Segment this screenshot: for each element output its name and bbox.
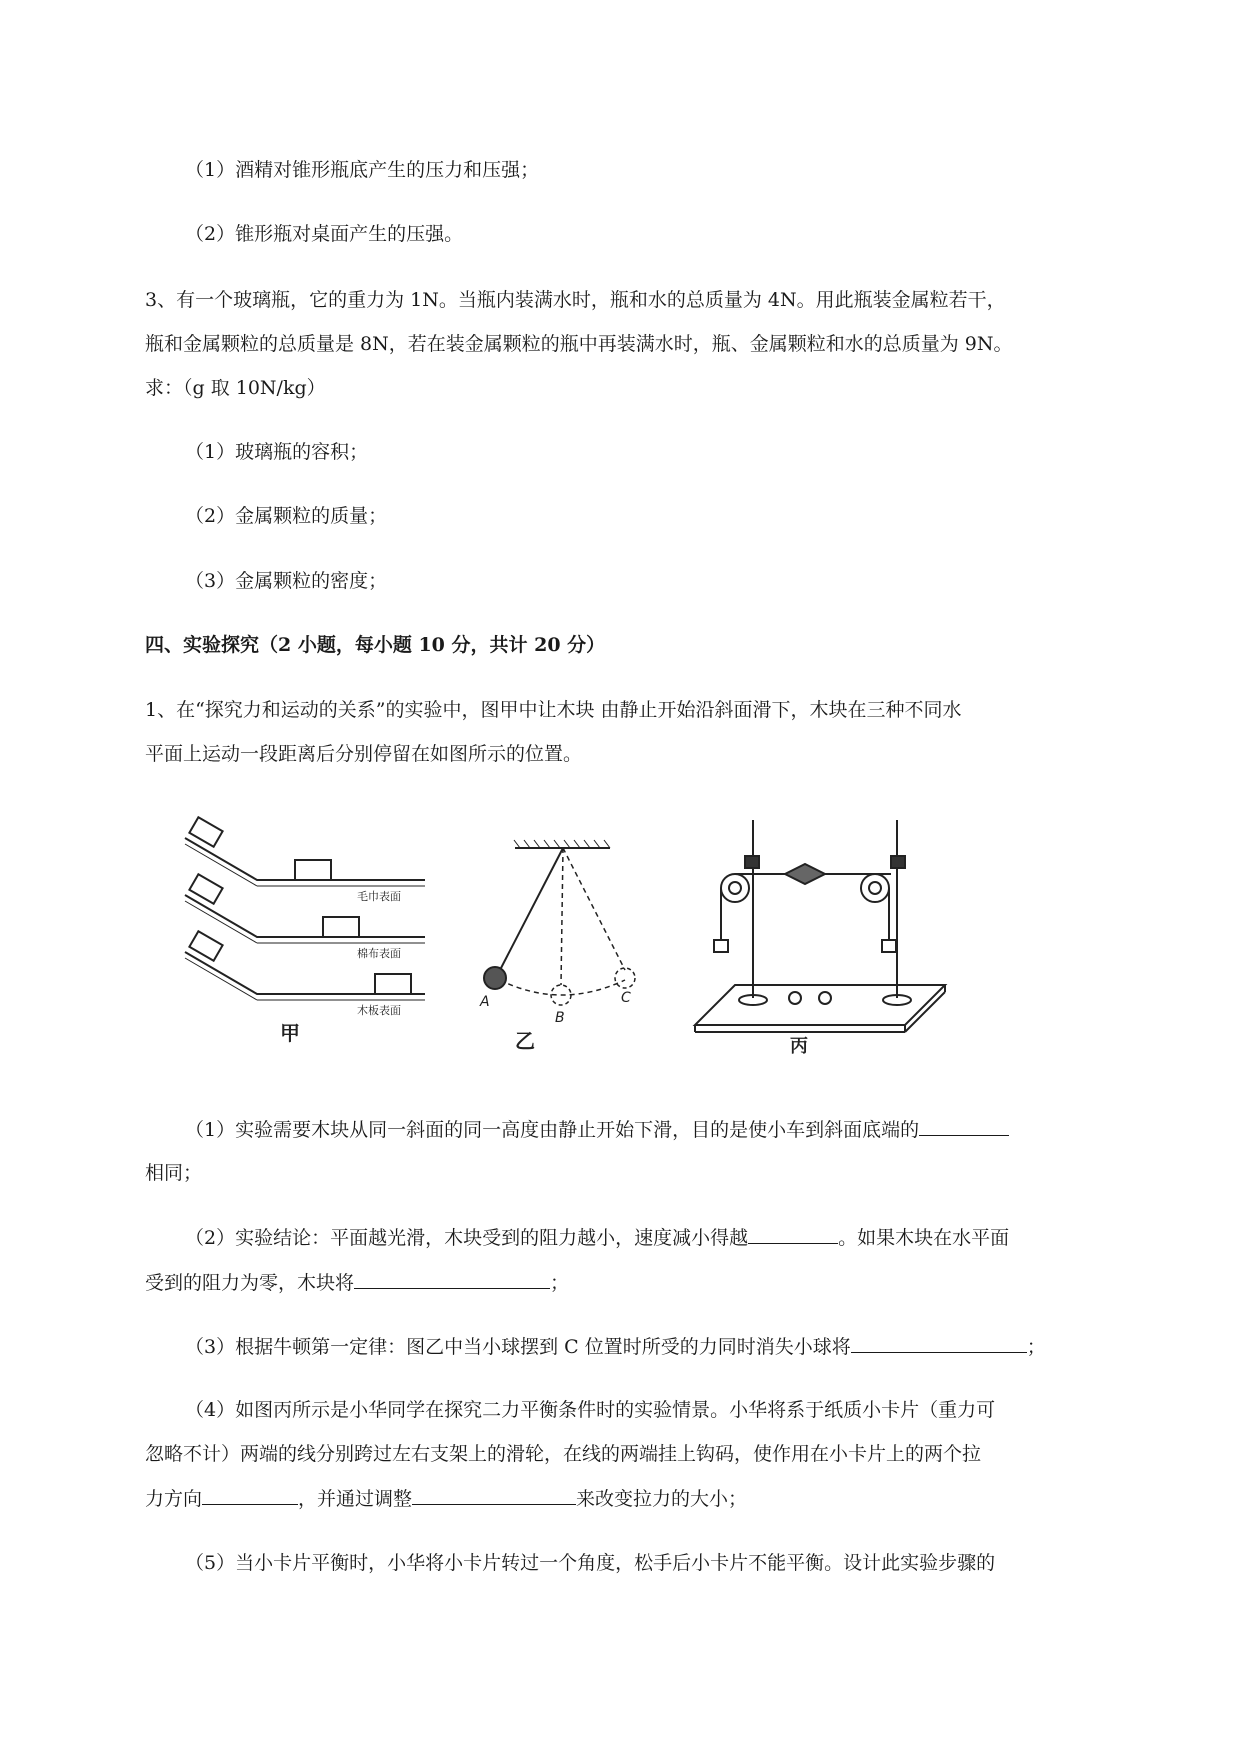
subq-3-text-end: ； [1026,1336,1046,1358]
experiment-figure [175,800,1075,1060]
e1-subq-5: （5）当小卡片平衡时，小华将小卡片转过一个角度，松手后小卡片不能平衡。设计此实验步骤的 [185,1552,996,1574]
q2-part-1: （1）酒精对锥形瓶底产生的压力和压强； [185,159,540,181]
q3-part-2: （2）金属颗粒的质量； [185,505,388,527]
surface-cotton-label: 棉布表面 [357,947,401,960]
q3-text-line-1: 3、有一个玻璃瓶，它的重力为 1N。当瓶内装满水时，瓶和水的总质量为 4N。用此瓶装金属粒若干， [145,289,1006,311]
subq-1-text: （1）实验需要木块从同一斜面的同一高度由静止开始下滑，目的是使小车到斜面底端的 [185,1119,920,1141]
surface-wood-label: 木板表面 [357,1004,401,1017]
e1-subq-1-line-2: 相同； [145,1162,203,1184]
e1-subq-2-line-2 [145,1270,569,1295]
subq-2-text-2: 受到的阻力为零，木块将 [145,1272,355,1294]
figure-bing [695,820,945,1032]
answer-blank[interactable] [919,1117,1009,1136]
subq-3-text: （3）根据牛顿第一定律：图乙中当小球摆到 C 位置时所受的力同时消失小球将 [185,1336,851,1358]
q3-part-3: （3）金属颗粒的密度； [185,570,388,592]
e1-text-line-2: 平面上运动一段距离后分别停留在如图所示的位置。 [145,743,583,765]
subq-4-text-mid: ，并通过调整 [298,1488,413,1510]
e1-text-line-1: 1、在“探究力和运动的关系”的实验中，图甲中让木块 由静止开始沿斜面滑下，木块在三种不同水 [145,699,962,721]
subq-2-text-2-end: ； [550,1272,570,1294]
figure-jia [185,817,425,1000]
figure-yi [484,840,635,1005]
e1-subq-3 [185,1334,1046,1359]
section-4-heading: 四、实验探究（2 小题，每小题 10 分，共计 20 分） [145,634,606,656]
label-yi: 乙 [515,1029,535,1053]
q3-part-1: （1）玻璃瓶的容积； [185,441,369,463]
label-bing: 丙 [790,1036,808,1057]
subq-2-text-end: 。如果木块在水平面 [838,1227,1010,1249]
q2-part-2: （2）锥形瓶对桌面产生的压强。 [185,223,464,245]
answer-blank[interactable] [202,1486,298,1505]
label-jia: 甲 [280,1021,300,1045]
answer-blank[interactable] [412,1486,576,1505]
answer-blank[interactable] [851,1334,1027,1353]
subq-2-text: （2）实验结论：平面越光滑，木块受到的阻力越小，速度减小得越 [185,1227,749,1249]
subq-4-text-pre: 力方向 [145,1488,203,1510]
point-a-label: A [480,994,490,1010]
e1-subq-2-line-1 [185,1225,1009,1250]
subq-4-text-end: 来改变拉力的大小； [576,1488,748,1510]
point-b-label: B [555,1010,565,1026]
e1-subq-4-line-2: 忽略不计）两端的线分别跨过左右支架上的滑轮，在线的两端挂上钩码，使作用在小卡片上的两个拉 [145,1443,982,1465]
point-c-label: C [621,990,631,1006]
q3-text-line-2: 瓶和金属颗粒的总质量是 8N，若在装金属颗粒的瓶中再装满水时，瓶、金属颗粒和水的总质量为 9N。 [145,333,1013,355]
surface-towel-label: 毛巾表面 [357,890,401,903]
answer-blank[interactable] [354,1270,550,1289]
q3-text-line-3: 求：（g 取 10N/kg） [145,377,326,399]
e1-subq-4-line-1: （4）如图丙所示是小华同学在探究二力平衡条件时的实验情景。小华将系于纸质小卡片（重力可 [185,1399,996,1421]
e1-subq-1-line-1 [185,1117,1009,1142]
e1-subq-4-line-3 [145,1486,747,1511]
answer-blank[interactable] [748,1225,838,1244]
